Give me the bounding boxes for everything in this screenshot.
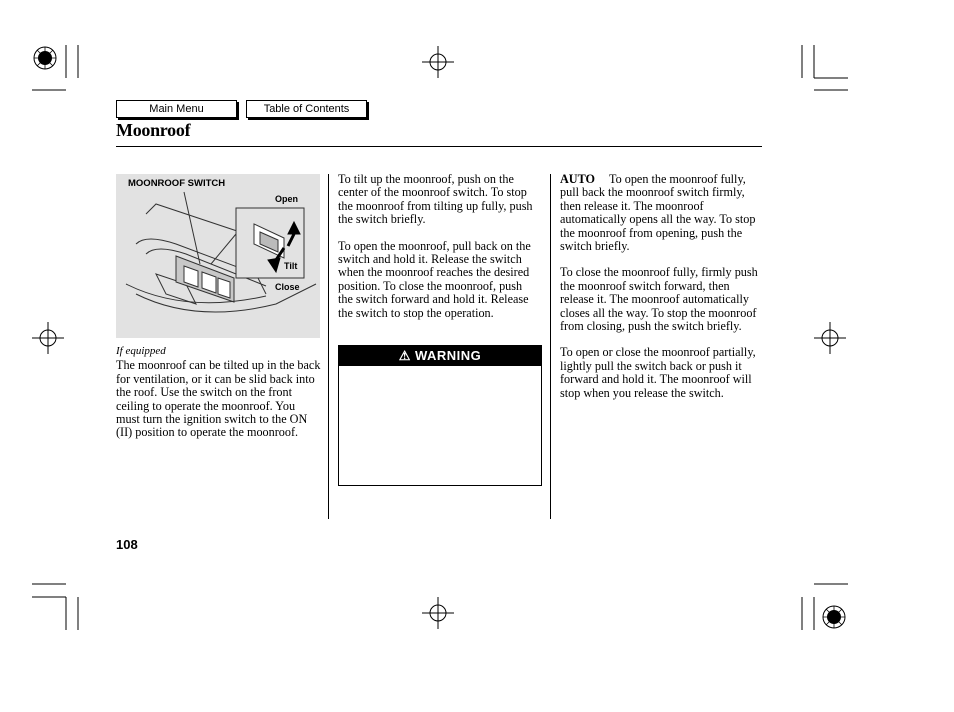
label-tilt: Tilt <box>284 261 298 271</box>
figure-caption: MOONROOF SWITCH <box>128 178 226 189</box>
auto-paragraph <box>560 173 764 253</box>
tilt-paragraph: To tilt up the moonroof, push on the center of the moonroof switch. To stop the moonroof from tilting up fully, push the switch briefly. <box>338 172 533 227</box>
intro-paragraph: The moonroof can be tilted up in the back for ventilation, or it can be slid back into the roof. Use the switch on the front ceiling to operate the moonroof. You must turn the ignition switch to the ON (II) position to operate the moonroof. <box>116 358 321 440</box>
column-1 <box>116 345 321 440</box>
column-2 <box>338 173 540 333</box>
column-3 <box>560 173 764 413</box>
main-menu-button[interactable]: Main Menu <box>116 100 237 118</box>
table-of-contents-button[interactable]: Table of Contents <box>246 100 367 118</box>
page-number: 108 <box>116 537 138 552</box>
open-close-paragraph: To open the moonroof, pull back on the switch and hold it. Release the switch when the moonroof reaches the desired position. To close the moonroof, push the switch forward and hold it. Release the switch to stop the operation. <box>338 238 531 320</box>
column-divider-2 <box>550 174 551 519</box>
moonroof-switch-figure <box>116 174 320 338</box>
page-title: Moonroof <box>116 120 191 140</box>
if-equipped-note: If equipped <box>116 345 166 357</box>
column-divider-1 <box>328 174 329 519</box>
auto-close-paragraph: To close the moonroof fully, firmly push the moonroof switch forward, then release it. The moonroof automatically closes all the way. To stop the moonroof from closing, push the switch briefly. <box>560 265 758 334</box>
label-close: Close <box>275 282 300 292</box>
partial-paragraph: To open or close the moonroof partially, lightly pull the switch back or push it forward and hold it. The moonroof will stop when you release the switch. <box>560 345 756 400</box>
auto-label: AUTO <box>560 172 595 186</box>
title-rule <box>116 146 762 147</box>
warning-header <box>338 345 542 366</box>
label-open: Open <box>275 194 299 204</box>
warning-box <box>338 366 542 486</box>
auto-text: To open the moonroof fully, pull back the moonroof switch firmly, then release it. The moonroof automatically opens all the way. To stop the moonroof from opening, push the switch briefly. <box>560 172 756 254</box>
warning-label: WARNING <box>414 348 482 363</box>
warning-triangle-icon: ⚠ <box>398 348 411 363</box>
